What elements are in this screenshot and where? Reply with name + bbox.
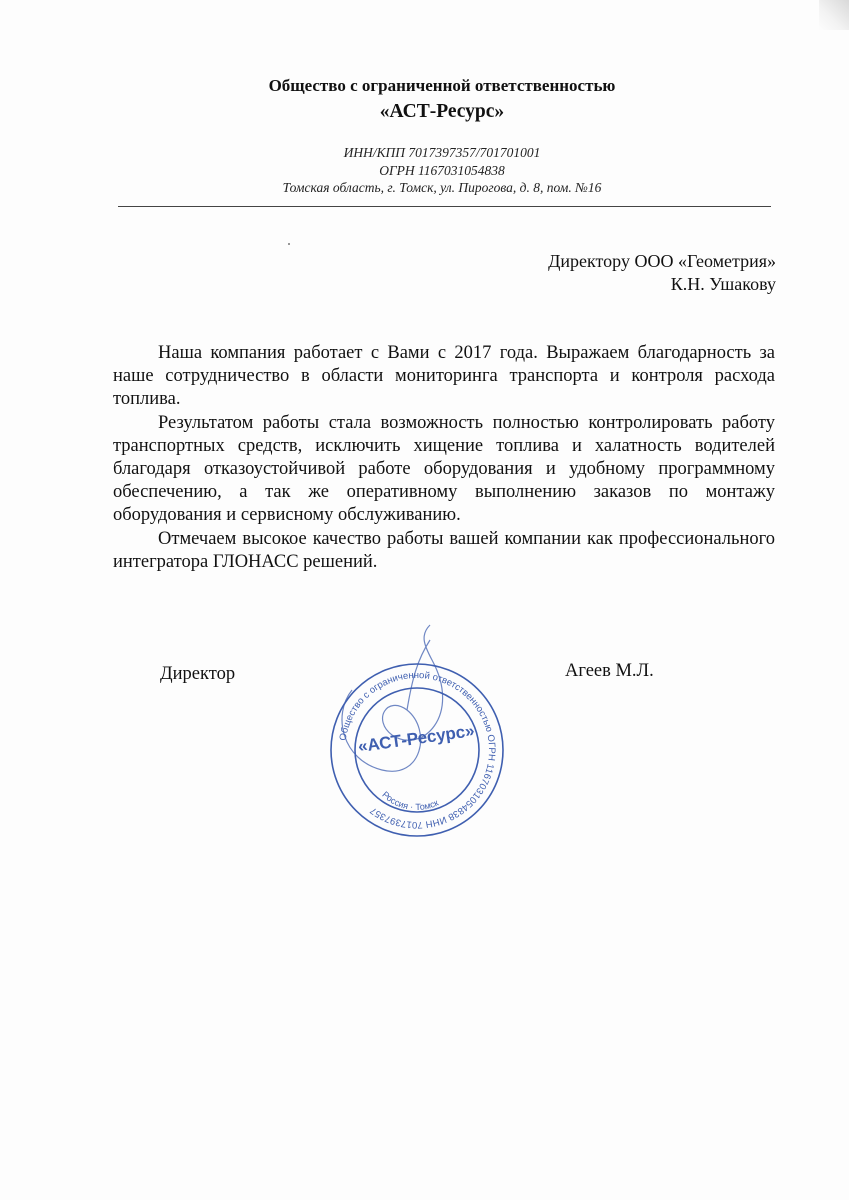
letter-body <box>113 342 775 574</box>
signatory-title: Директор <box>160 664 236 684</box>
signatory-name: Агеев М.Л. <box>565 661 654 681</box>
org-address: Томская область, г. Томск, ул. Пирогова, д. 8, пом. №16 <box>282 180 602 195</box>
stamp-bottom-text: Россия · Томск <box>380 789 440 813</box>
addressee-line-1: Директору ООО «Геометрия» <box>548 251 776 271</box>
addressee-block <box>548 250 776 296</box>
stamp-ring-text: Общество с ограниченной ответственностью ОГРН 1167031054838 ИНН 7017397357 <box>337 669 498 831</box>
inn-kpp: ИНН/КПП 7017397357/701701001 <box>343 145 541 160</box>
org-type: Общество с ограниченной ответственностью <box>268 76 616 95</box>
ogrn: ОГРН 1167031054838 <box>379 163 505 178</box>
page-corner-shadow <box>819 0 849 30</box>
addressee-line-2: К.Н. Ушакову <box>670 274 776 294</box>
body-paragraph: Наша компания работает с Вами с 2017 года. Выражаем благодарность за наше сотрудничество в области мониторинга транспорта и контроля расхода топлива. <box>113 343 775 410</box>
letterhead-divider <box>118 206 771 207</box>
body-paragraph: Результатом работы стала возможность полностью контролировать работу транспортных средств, исключить хищение топлива и халатность водителей благодаря отказоустойчивой работе оборудования и удобному программному обеспечению, а так же оперативному выполнению заказов по монтажу оборудования и сервисному обслуживанию. <box>113 412 775 526</box>
scan-speck <box>288 243 290 245</box>
stamp-center-text: «АСТ-Ресурс» <box>356 720 476 757</box>
body-paragraph: Отмечаем высокое качество работы вашей компании как профессионального интегратора ГЛОНАСС решений. <box>113 528 775 572</box>
company-stamp <box>312 620 522 840</box>
org-name: «АСТ-Ресурс» <box>379 101 505 122</box>
